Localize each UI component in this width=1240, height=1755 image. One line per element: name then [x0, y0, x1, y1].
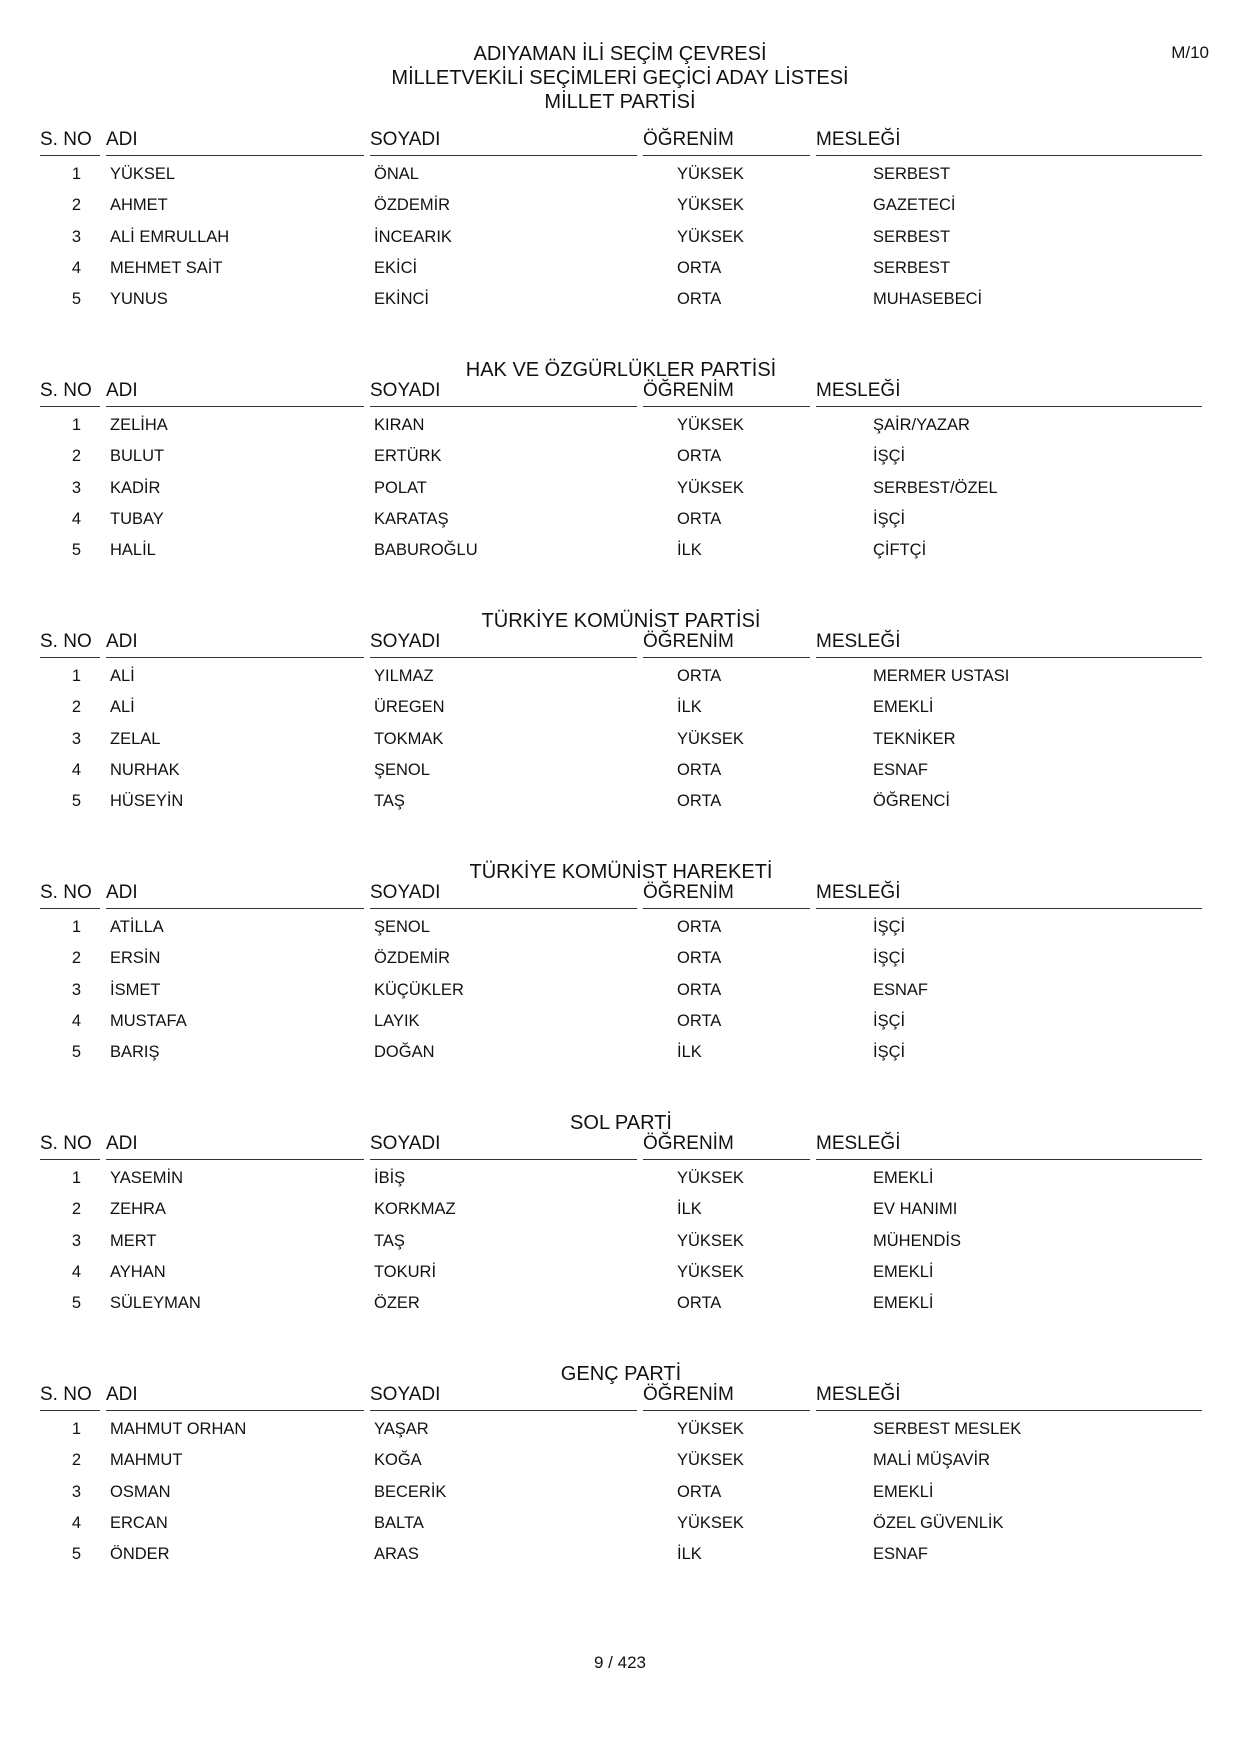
cell-soyadi: ŞENOL — [374, 760, 430, 779]
cell-ogrenim: YÜKSEK — [677, 227, 744, 246]
table-row — [40, 224, 1202, 255]
cell-soyadi: EKİCİ — [374, 258, 418, 277]
cell-adi: ZELAL — [110, 729, 161, 748]
table-row — [40, 1510, 1202, 1541]
cell-ogrenim: ORTA — [677, 792, 722, 811]
column-header-sno: S. NO — [40, 127, 100, 156]
cell-meslegi: EMEKLİ — [873, 698, 934, 717]
table-row — [40, 1416, 1202, 1447]
table-row — [40, 161, 1202, 192]
cell-meslegi: ÖZEL GÜVENLİK — [873, 1513, 1004, 1532]
cell-adi: MEHMET SAİT — [110, 258, 223, 277]
table-row — [40, 663, 1202, 694]
cell-adi: ÖNDER — [110, 1545, 170, 1564]
cell-adi: ERSİN — [110, 949, 161, 968]
cell-soyadi: ERTÜRK — [374, 447, 442, 466]
cell-adi: YASEMİN — [110, 1169, 184, 1187]
cell-adi: BULUT — [110, 447, 165, 466]
cell-soyadi: BALTA — [374, 1513, 424, 1532]
cell-adi: MUSTAFA — [110, 1011, 187, 1030]
cell-sno: 4 — [71, 1262, 81, 1281]
cell-soyadi: TAŞ — [374, 792, 405, 811]
column-header-soyadi: SOYADI — [370, 880, 637, 909]
table-body — [40, 1165, 1202, 1321]
cell-ogrenim: İLK — [677, 541, 702, 560]
cell-meslegi: MALİ MÜŞAVİR — [873, 1451, 991, 1470]
party-title: SOL PARTİ — [570, 1112, 672, 1134]
cell-soyadi: DOĞAN — [374, 1043, 435, 1062]
table-row — [40, 286, 1202, 317]
cell-adi: SÜLEYMAN — [110, 1294, 201, 1313]
cell-meslegi: ÖĞRENCİ — [873, 792, 951, 811]
cell-meslegi: İŞÇİ — [873, 509, 906, 528]
table-header — [40, 127, 1202, 157]
table-row — [40, 1290, 1202, 1321]
column-header-sno: S. NO — [40, 629, 100, 658]
table-row — [40, 192, 1202, 223]
column-header-meslegi: MESLEĞİ — [816, 1382, 1202, 1411]
cell-ogrenim: YÜKSEK — [677, 1420, 744, 1438]
cell-soyadi: KOĞA — [374, 1451, 422, 1470]
cell-adi: MAHMUT ORHAN — [110, 1420, 247, 1438]
cell-soyadi: ÜREGEN — [374, 698, 445, 717]
cell-soyadi: YILMAZ — [374, 667, 434, 685]
cell-ogrenim: ORTA — [677, 1294, 722, 1313]
cell-adi: YUNUS — [110, 290, 168, 309]
cell-ogrenim: ORTA — [677, 1482, 722, 1501]
column-header-adi: ADI — [106, 1131, 364, 1160]
cell-adi: ALİ — [110, 698, 135, 717]
cell-soyadi: İBİŞ — [374, 1169, 406, 1187]
party-sections — [40, 125, 1202, 1631]
cell-meslegi: SERBEST MESLEK — [873, 1420, 1022, 1438]
cell-sno: 1 — [71, 1420, 81, 1438]
column-header-sno: S. NO — [40, 880, 100, 909]
cell-soyadi: ÖZDEMİR — [374, 949, 451, 968]
table-row — [40, 1165, 1202, 1196]
header-line-3: MİLLET PARTİSİ — [544, 91, 696, 113]
table-row — [40, 1196, 1202, 1227]
party-title: GENÇ PARTİ — [560, 1363, 682, 1385]
column-header-soyadi: SOYADI — [370, 1382, 637, 1411]
cell-sno: 1 — [71, 1169, 81, 1187]
cell-meslegi: SERBEST — [873, 227, 951, 246]
cell-ogrenim: İLK — [677, 1200, 702, 1219]
cell-ogrenim: YÜKSEK — [677, 1262, 744, 1281]
cell-soyadi: YAŞAR — [374, 1420, 429, 1438]
column-header-adi: ADI — [106, 127, 364, 156]
cell-soyadi: ÖNAL — [374, 165, 419, 183]
cell-adi: AYHAN — [110, 1262, 166, 1281]
cell-meslegi: MUHASEBECİ — [873, 290, 983, 309]
party-section — [40, 125, 1202, 376]
cell-meslegi: SERBEST — [873, 165, 951, 183]
cell-meslegi: EMEKLİ — [873, 1169, 934, 1187]
cell-meslegi: GAZETECİ — [873, 196, 956, 215]
column-header-adi: ADI — [106, 378, 364, 407]
cell-adi: ZELİHA — [110, 416, 168, 434]
table-header — [40, 1131, 1202, 1161]
cell-adi: MAHMUT — [110, 1451, 183, 1470]
cell-meslegi: SERBEST — [873, 258, 951, 277]
cell-soyadi: BECERİK — [374, 1482, 447, 1501]
cell-adi: NURHAK — [110, 760, 180, 779]
cell-sno: 5 — [71, 792, 81, 811]
cell-sno: 1 — [71, 165, 81, 183]
cell-ogrenim: YÜKSEK — [677, 1231, 744, 1250]
table-header — [40, 629, 1202, 659]
cell-sno: 3 — [71, 980, 81, 999]
cell-soyadi: KÜÇÜKLER — [374, 980, 464, 999]
cell-ogrenim: ORTA — [677, 949, 722, 968]
cell-meslegi: ŞAİR/YAZAR — [873, 416, 970, 434]
table-body — [40, 412, 1202, 568]
column-header-sno: S. NO — [40, 1131, 100, 1160]
cell-sno: 5 — [71, 290, 81, 309]
table-body — [40, 161, 1202, 317]
cell-ogrenim: YÜKSEK — [677, 165, 744, 183]
cell-ogrenim: YÜKSEK — [677, 1451, 744, 1470]
cell-ogrenim: YÜKSEK — [677, 1169, 744, 1187]
party-section — [40, 1112, 1202, 1380]
cell-sno: 2 — [71, 1200, 81, 1219]
cell-sno: 2 — [71, 949, 81, 968]
party-section — [40, 359, 1202, 627]
column-header-meslegi: MESLEĞİ — [816, 127, 1202, 156]
column-header-ogrenim: ÖĞRENİM — [643, 378, 810, 407]
cell-sno: 1 — [71, 667, 81, 685]
cell-sno: 2 — [71, 196, 81, 215]
cell-soyadi: ŞENOL — [374, 918, 430, 936]
cell-sno: 3 — [71, 1482, 81, 1501]
party-title: TÜRKİYE KOMÜNİST PARTİSİ — [481, 610, 761, 632]
cell-ogrenim: ORTA — [677, 760, 722, 779]
party-section — [40, 1363, 1202, 1631]
column-header-sno: S. NO — [40, 1382, 100, 1411]
table-header — [40, 378, 1202, 408]
cell-adi: ERCAN — [110, 1513, 168, 1532]
cell-ogrenim: ORTA — [677, 447, 722, 466]
cell-soyadi: TAŞ — [374, 1231, 405, 1250]
cell-ogrenim: ORTA — [677, 980, 722, 999]
cell-adi: MERT — [110, 1231, 157, 1250]
column-header-ogrenim: ÖĞRENİM — [643, 629, 810, 658]
cell-meslegi: EMEKLİ — [873, 1294, 934, 1313]
table-row — [40, 726, 1202, 757]
cell-meslegi: İŞÇİ — [873, 949, 906, 968]
table-header — [40, 1382, 1202, 1412]
cell-sno: 1 — [71, 918, 81, 936]
party-section — [40, 610, 1202, 878]
table-row — [40, 1447, 1202, 1478]
table-body — [40, 663, 1202, 819]
table-row — [40, 945, 1202, 976]
table-row — [40, 537, 1202, 568]
table-row — [40, 757, 1202, 788]
cell-adi: HÜSEYİN — [110, 792, 184, 811]
cell-adi: ZEHRA — [110, 1200, 166, 1219]
table-body — [40, 914, 1202, 1070]
page-code: M/10 — [1171, 43, 1209, 62]
column-header-sno: S. NO — [40, 378, 100, 407]
column-header-meslegi: MESLEĞİ — [816, 629, 1202, 658]
table-row — [40, 977, 1202, 1008]
cell-soyadi: POLAT — [374, 478, 427, 497]
table-header — [40, 880, 1202, 910]
cell-meslegi: EMEKLİ — [873, 1262, 934, 1281]
cell-meslegi: İŞÇİ — [873, 447, 906, 466]
cell-soyadi: EKİNCİ — [374, 290, 430, 309]
column-header-meslegi: MESLEĞİ — [816, 378, 1202, 407]
table-row — [40, 1541, 1202, 1572]
column-header-adi: ADI — [106, 629, 364, 658]
cell-adi: AHMET — [110, 196, 168, 215]
header-line-2: MİLLETVEKİLİ SEÇİMLERİ GEÇİCİ ADAY LİSTESİ — [391, 67, 849, 89]
cell-ogrenim: İLK — [677, 1043, 702, 1062]
cell-meslegi: EV HANIMI — [873, 1200, 958, 1219]
document-header — [0, 42, 1240, 114]
column-header-ogrenim: ÖĞRENİM — [643, 1131, 810, 1160]
cell-meslegi: İŞÇİ — [873, 918, 906, 936]
cell-soyadi: TOKMAK — [374, 729, 444, 748]
cell-meslegi: SERBEST/ÖZEL — [873, 478, 998, 497]
table-row — [40, 412, 1202, 443]
table-row — [40, 255, 1202, 286]
column-header-ogrenim: ÖĞRENİM — [643, 1382, 810, 1411]
cell-ogrenim: ORTA — [677, 918, 722, 936]
cell-soyadi: KARATAŞ — [374, 509, 449, 528]
party-title: HAK VE ÖZGÜRLÜKLER PARTİSİ — [465, 359, 777, 381]
cell-sno: 4 — [71, 1513, 81, 1532]
column-header-soyadi: SOYADI — [370, 127, 637, 156]
cell-soyadi: KIRAN — [374, 416, 425, 434]
cell-soyadi: ARAS — [374, 1545, 419, 1564]
column-header-ogrenim: ÖĞRENİM — [643, 880, 810, 909]
cell-ogrenim: YÜKSEK — [677, 196, 744, 215]
cell-ogrenim: İLK — [677, 1545, 702, 1564]
cell-sno: 5 — [71, 1545, 81, 1564]
column-header-soyadi: SOYADI — [370, 1131, 637, 1160]
cell-adi: İSMET — [110, 980, 161, 999]
cell-sno: 5 — [71, 1294, 81, 1313]
table-row — [40, 1228, 1202, 1259]
cell-meslegi: ESNAF — [873, 1545, 929, 1564]
cell-soyadi: KORKMAZ — [374, 1200, 456, 1219]
column-header-adi: ADI — [106, 880, 364, 909]
cell-meslegi: EMEKLİ — [873, 1482, 934, 1501]
cell-soyadi: ÖZDEMİR — [374, 196, 451, 215]
cell-meslegi: ÇİFTÇİ — [873, 541, 927, 560]
table-row — [40, 788, 1202, 819]
column-header-soyadi: SOYADI — [370, 629, 637, 658]
cell-meslegi: TEKNİKER — [873, 729, 956, 748]
cell-ogrenim: ORTA — [677, 667, 722, 685]
cell-soyadi: TOKURİ — [374, 1262, 437, 1281]
cell-sno: 2 — [71, 447, 81, 466]
table-body — [40, 1416, 1202, 1572]
cell-adi: ATİLLA — [110, 918, 164, 936]
cell-adi: HALİL — [110, 541, 156, 560]
cell-sno: 4 — [71, 258, 81, 277]
cell-adi: OSMAN — [110, 1482, 171, 1501]
cell-sno: 3 — [71, 1231, 81, 1250]
cell-soyadi: BABUROĞLU — [374, 541, 478, 560]
party-title: TÜRKİYE KOMÜNİST HAREKETİ — [469, 861, 773, 883]
table-row — [40, 694, 1202, 725]
party-section — [40, 861, 1202, 1129]
cell-ogrenim: ORTA — [677, 290, 722, 309]
cell-sno: 5 — [71, 1043, 81, 1062]
cell-sno: 2 — [71, 1451, 81, 1470]
cell-adi: TUBAY — [110, 509, 164, 528]
cell-soyadi: ÖZER — [374, 1294, 420, 1313]
column-header-adi: ADI — [106, 1382, 364, 1411]
cell-ogrenim: YÜKSEK — [677, 416, 744, 434]
cell-adi: KADİR — [110, 478, 161, 497]
cell-meslegi: ESNAF — [873, 980, 929, 999]
column-header-meslegi: MESLEĞİ — [816, 1131, 1202, 1160]
cell-ogrenim: ORTA — [677, 509, 722, 528]
table-row — [40, 1008, 1202, 1039]
cell-meslegi: MÜHENDİS — [873, 1231, 962, 1250]
table-row — [40, 1259, 1202, 1290]
cell-ogrenim: ORTA — [677, 1011, 722, 1030]
table-row — [40, 1479, 1202, 1510]
cell-ogrenim: YÜKSEK — [677, 729, 744, 748]
cell-ogrenim: İLK — [677, 698, 702, 717]
cell-adi: BARIŞ — [110, 1043, 160, 1062]
table-row — [40, 443, 1202, 474]
cell-ogrenim: YÜKSEK — [677, 1513, 744, 1532]
table-row — [40, 506, 1202, 537]
header-line-1: ADIYAMAN İLİ SEÇİM ÇEVRESİ — [473, 43, 767, 65]
cell-sno: 2 — [71, 698, 81, 717]
cell-sno: 1 — [71, 416, 81, 434]
cell-sno: 3 — [71, 227, 81, 246]
cell-sno: 4 — [71, 1011, 81, 1030]
cell-meslegi: MERMER USTASI — [873, 667, 1010, 685]
cell-ogrenim: YÜKSEK — [677, 478, 744, 497]
table-row — [40, 1039, 1202, 1070]
cell-adi: YÜKSEL — [110, 165, 176, 183]
cell-sno: 3 — [71, 729, 81, 748]
cell-soyadi: İNCEARIK — [374, 227, 452, 246]
cell-meslegi: ESNAF — [873, 760, 929, 779]
cell-meslegi: İŞÇİ — [873, 1043, 906, 1062]
cell-sno: 3 — [71, 478, 81, 497]
page-number: 9 / 423 — [594, 1653, 646, 1672]
column-header-soyadi: SOYADI — [370, 378, 637, 407]
table-row — [40, 475, 1202, 506]
column-header-meslegi: MESLEĞİ — [816, 880, 1202, 909]
cell-sno: 5 — [71, 541, 81, 560]
cell-meslegi: İŞÇİ — [873, 1011, 906, 1030]
cell-sno: 4 — [71, 760, 81, 779]
cell-soyadi: LAYIK — [374, 1011, 420, 1030]
cell-ogrenim: ORTA — [677, 258, 722, 277]
cell-sno: 4 — [71, 509, 81, 528]
column-header-ogrenim: ÖĞRENİM — [643, 127, 810, 156]
cell-adi: ALİ EMRULLAH — [110, 227, 230, 246]
cell-adi: ALİ — [110, 667, 135, 685]
table-row — [40, 914, 1202, 945]
